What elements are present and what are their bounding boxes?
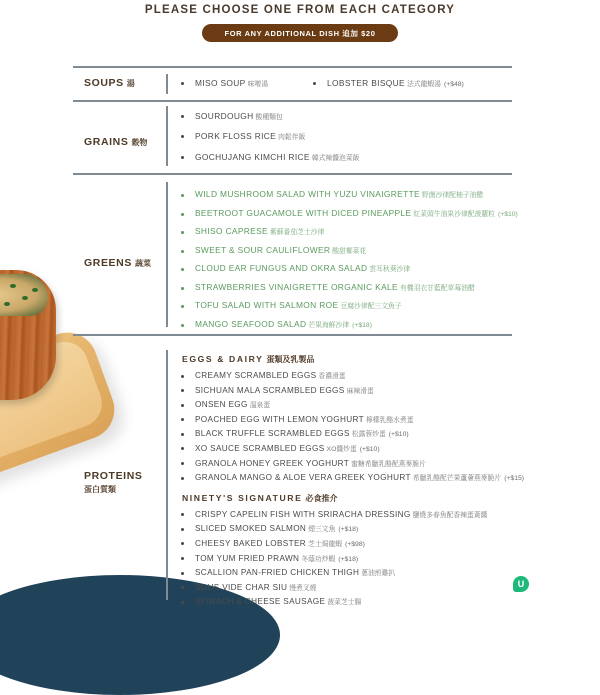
item-name: STRAWBERRIES VINAIGRETTE ORGANIC KALE xyxy=(195,281,398,292)
menu-item[interactable] xyxy=(180,205,518,224)
item-name-zh: 香濃滑蛋 xyxy=(318,373,346,380)
menu-item[interactable] xyxy=(312,74,464,94)
divider-greens xyxy=(73,334,512,336)
menu-item[interactable] xyxy=(180,186,518,205)
item-name-zh: 酸種麵包 xyxy=(255,114,283,121)
item-name-zh: 松露蓉炒蛋 xyxy=(351,431,386,439)
item-name-zh: 溫泉蛋 xyxy=(249,402,271,410)
category-grains-label: GRAINS xyxy=(84,136,129,148)
item-name-zh: 芒果海鮮沙律 xyxy=(308,321,350,329)
category-soups xyxy=(84,77,135,89)
item-name-zh: 豆腐沙律配三文魚子 xyxy=(340,303,402,310)
item-name-zh: 煙三文魚 xyxy=(308,526,336,534)
subheading-signature xyxy=(182,491,524,506)
menu-item[interactable] xyxy=(180,522,524,537)
item-surcharge: (+$18) xyxy=(338,555,359,563)
item-name: GOCHUJANG KIMCHI RICE xyxy=(195,151,310,162)
item-name: GRANOLA HONEY GREEK YOGHURT xyxy=(195,458,350,468)
item-name-zh: 芝士焗龍蝦 xyxy=(308,540,343,548)
menu-item[interactable] xyxy=(180,127,359,147)
category-proteins-label: PROTEINS xyxy=(84,470,143,482)
item-name-zh: 酸甜椰菜花 xyxy=(332,247,367,255)
item-name-zh: 菠菜芝士腸 xyxy=(327,599,362,607)
item-name: MISO SOUP xyxy=(195,78,246,88)
watermark-logo-icon: U xyxy=(513,576,529,592)
grains-list xyxy=(180,107,359,168)
item-name-zh: 法式龍蝦湯 xyxy=(406,81,441,88)
divider-grains xyxy=(73,173,512,175)
item-name: CLOUD EAR FUNGUS AND OKRA SALAD xyxy=(195,263,368,273)
category-proteins xyxy=(84,470,142,495)
divider-top xyxy=(73,66,512,68)
menu-item[interactable] xyxy=(180,223,518,242)
vdivider-grains xyxy=(166,106,168,166)
item-name: BEETROOT GUACAMOLE WITH DICED PINEAPPLE xyxy=(195,207,412,218)
menu-item[interactable] xyxy=(180,442,524,457)
menu-item[interactable] xyxy=(180,413,524,428)
divider-soups xyxy=(73,100,512,102)
item-name-zh: 味噌湯 xyxy=(247,81,269,88)
item-surcharge: (+$10) xyxy=(497,210,518,218)
item-name: SOURDOUGH xyxy=(195,111,254,121)
item-name: PORK FLOSS RICE xyxy=(195,131,277,142)
menu-item[interactable] xyxy=(180,427,524,442)
category-grains xyxy=(84,136,147,148)
menu-item[interactable] xyxy=(180,242,518,261)
item-name-zh: 韓式辣醬泡菜飯 xyxy=(311,154,360,162)
item-name-zh: 蔥油煎雞扒 xyxy=(361,570,396,578)
category-proteins-zh: 蛋白質類 xyxy=(84,485,116,494)
item-name: SCALLION PAN-FRIED CHICKEN THIGH xyxy=(195,568,360,578)
category-grains-zh: 穀物 xyxy=(131,138,148,147)
subheading-eggs-dairy xyxy=(182,352,524,367)
item-name: GRANOLA MANGO & ALOE VERA GREEK YOGHURT xyxy=(195,473,411,483)
menu-item[interactable] xyxy=(180,316,518,335)
menu-item[interactable] xyxy=(180,595,524,610)
item-surcharge: (+$10) xyxy=(388,431,409,439)
vdivider-greens xyxy=(166,182,168,327)
item-surcharge: (+$10) xyxy=(359,445,380,453)
menu-item[interactable] xyxy=(180,297,518,316)
item-surcharge: (+$18) xyxy=(352,321,372,329)
miso-soup-image xyxy=(0,274,48,316)
item-name: SLICED SMOKED SALMON xyxy=(195,524,307,534)
item-name: BLACK TRUFFLE SCRAMBLED EGGS xyxy=(195,429,350,439)
item-name: CHEESY BAKED LOBSTER xyxy=(195,538,307,548)
additional-dish-badge: FOR ANY ADDITIONAL DISH 追加 $20 xyxy=(202,24,398,42)
item-name: WILD MUSHROOM SALAD WITH YUZU VINAIGRETTE xyxy=(195,189,420,199)
vdivider-proteins xyxy=(166,350,168,600)
item-name-zh: 慢煮叉燒 xyxy=(289,584,317,592)
subheading-label: EGGS & DAIRY xyxy=(182,354,264,364)
soups-list xyxy=(180,74,464,94)
item-name-zh: 鹽燒多春魚配香辣蛋黃醬 xyxy=(412,511,488,519)
category-greens-zh: 蔬菜 xyxy=(134,259,151,268)
item-name: MANGO SEAFOOD SALAD xyxy=(195,318,307,329)
menu-item[interactable] xyxy=(180,508,524,523)
greens-list xyxy=(180,186,518,334)
item-name: SHISO CAPRESE xyxy=(195,226,268,236)
item-surcharge: (+$98) xyxy=(345,540,365,548)
item-name: TOFU SALAD WITH SALMON ROE xyxy=(195,300,339,310)
menu-item[interactable] xyxy=(180,260,518,279)
menu-item[interactable] xyxy=(180,369,524,384)
menu-item[interactable] xyxy=(180,148,359,168)
item-name-zh: 野菌沙律配柚子油醋 xyxy=(421,192,484,199)
menu-item[interactable] xyxy=(180,398,524,413)
item-name: XO SAUCE SCRAMBLED EGGS xyxy=(195,443,325,453)
item-name: POACHED EGG WITH LEMON YOGHURT xyxy=(195,414,364,424)
item-surcharge: (+$18) xyxy=(338,526,359,534)
item-name-zh: 有機羽衣甘藍配草莓油醋 xyxy=(399,284,475,292)
menu-item[interactable] xyxy=(180,74,268,94)
item-name-zh: 檸檬乳酪水煮蛋 xyxy=(365,416,414,424)
item-name: SICHUAN MALA SCRAMBLED EGGS xyxy=(195,385,345,395)
category-greens xyxy=(84,257,151,269)
proteins-list xyxy=(180,352,524,610)
item-surcharge: (+$15) xyxy=(504,475,525,483)
menu-item[interactable] xyxy=(180,107,359,127)
menu-item[interactable] xyxy=(180,552,524,567)
item-name: ONSEN EGG xyxy=(195,400,248,410)
item-name: TOM YUM FRIED PRAWN xyxy=(195,553,300,563)
item-name: LOBSTER BISQUE xyxy=(327,78,405,88)
item-name-zh: 希臘乳酪配芒果蘆薈燕麥脆片 xyxy=(412,475,502,483)
subheading-zh: 蛋類及乳製品 xyxy=(266,355,315,364)
menu-item[interactable] xyxy=(180,581,524,596)
menu-item[interactable] xyxy=(180,537,524,552)
item-name: SWEET & SOUR CAULIFLOWER xyxy=(195,244,331,255)
item-surcharge: (+$48) xyxy=(443,81,464,88)
item-name-zh: 麻辣滑蛋 xyxy=(346,387,374,395)
category-soups-zh: 湯 xyxy=(126,79,135,88)
item-name-zh: 紅菜頭牛油果沙律配菠蘿粒 xyxy=(413,210,495,218)
item-name-zh: XO醬炒蛋 xyxy=(326,445,357,453)
item-name-zh: 蜜糖希臘乳酪配燕麥脆片 xyxy=(351,460,426,468)
item-name-zh: 冬蔭功炒蝦 xyxy=(301,555,336,563)
item-name: CREAMY SCRAMBLED EGGS xyxy=(195,371,317,380)
menu-item[interactable] xyxy=(180,566,524,581)
menu-item[interactable] xyxy=(180,471,524,486)
menu-item[interactable] xyxy=(180,279,518,298)
category-greens-label: GREENS xyxy=(84,257,132,269)
menu-item[interactable] xyxy=(180,384,524,399)
item-name: SPINACH & CHEESE SAUSAGE xyxy=(195,597,326,607)
subheading-zh: 必食推介 xyxy=(305,493,338,503)
vdivider-soups xyxy=(166,74,168,94)
item-name: CRISPY CAPELIN FISH WITH SRIRACHA DRESSING xyxy=(195,509,411,519)
item-name-zh: 雲耳秋葵沙律 xyxy=(369,266,411,273)
item-name-zh: 肉鬆伴飯 xyxy=(278,134,306,142)
subheading-label: NINETY'S SIGNATURE xyxy=(182,492,303,503)
item-name-zh: 紫蘇番茄芝士沙律 xyxy=(269,229,325,236)
category-soups-label: SOUPS xyxy=(84,77,124,89)
item-name: SOUS VIDE CHAR SIU xyxy=(195,582,288,592)
menu-item[interactable] xyxy=(180,457,524,472)
page-title: PLEASE CHOOSE ONE FROM EACH CATEGORY xyxy=(144,4,456,16)
